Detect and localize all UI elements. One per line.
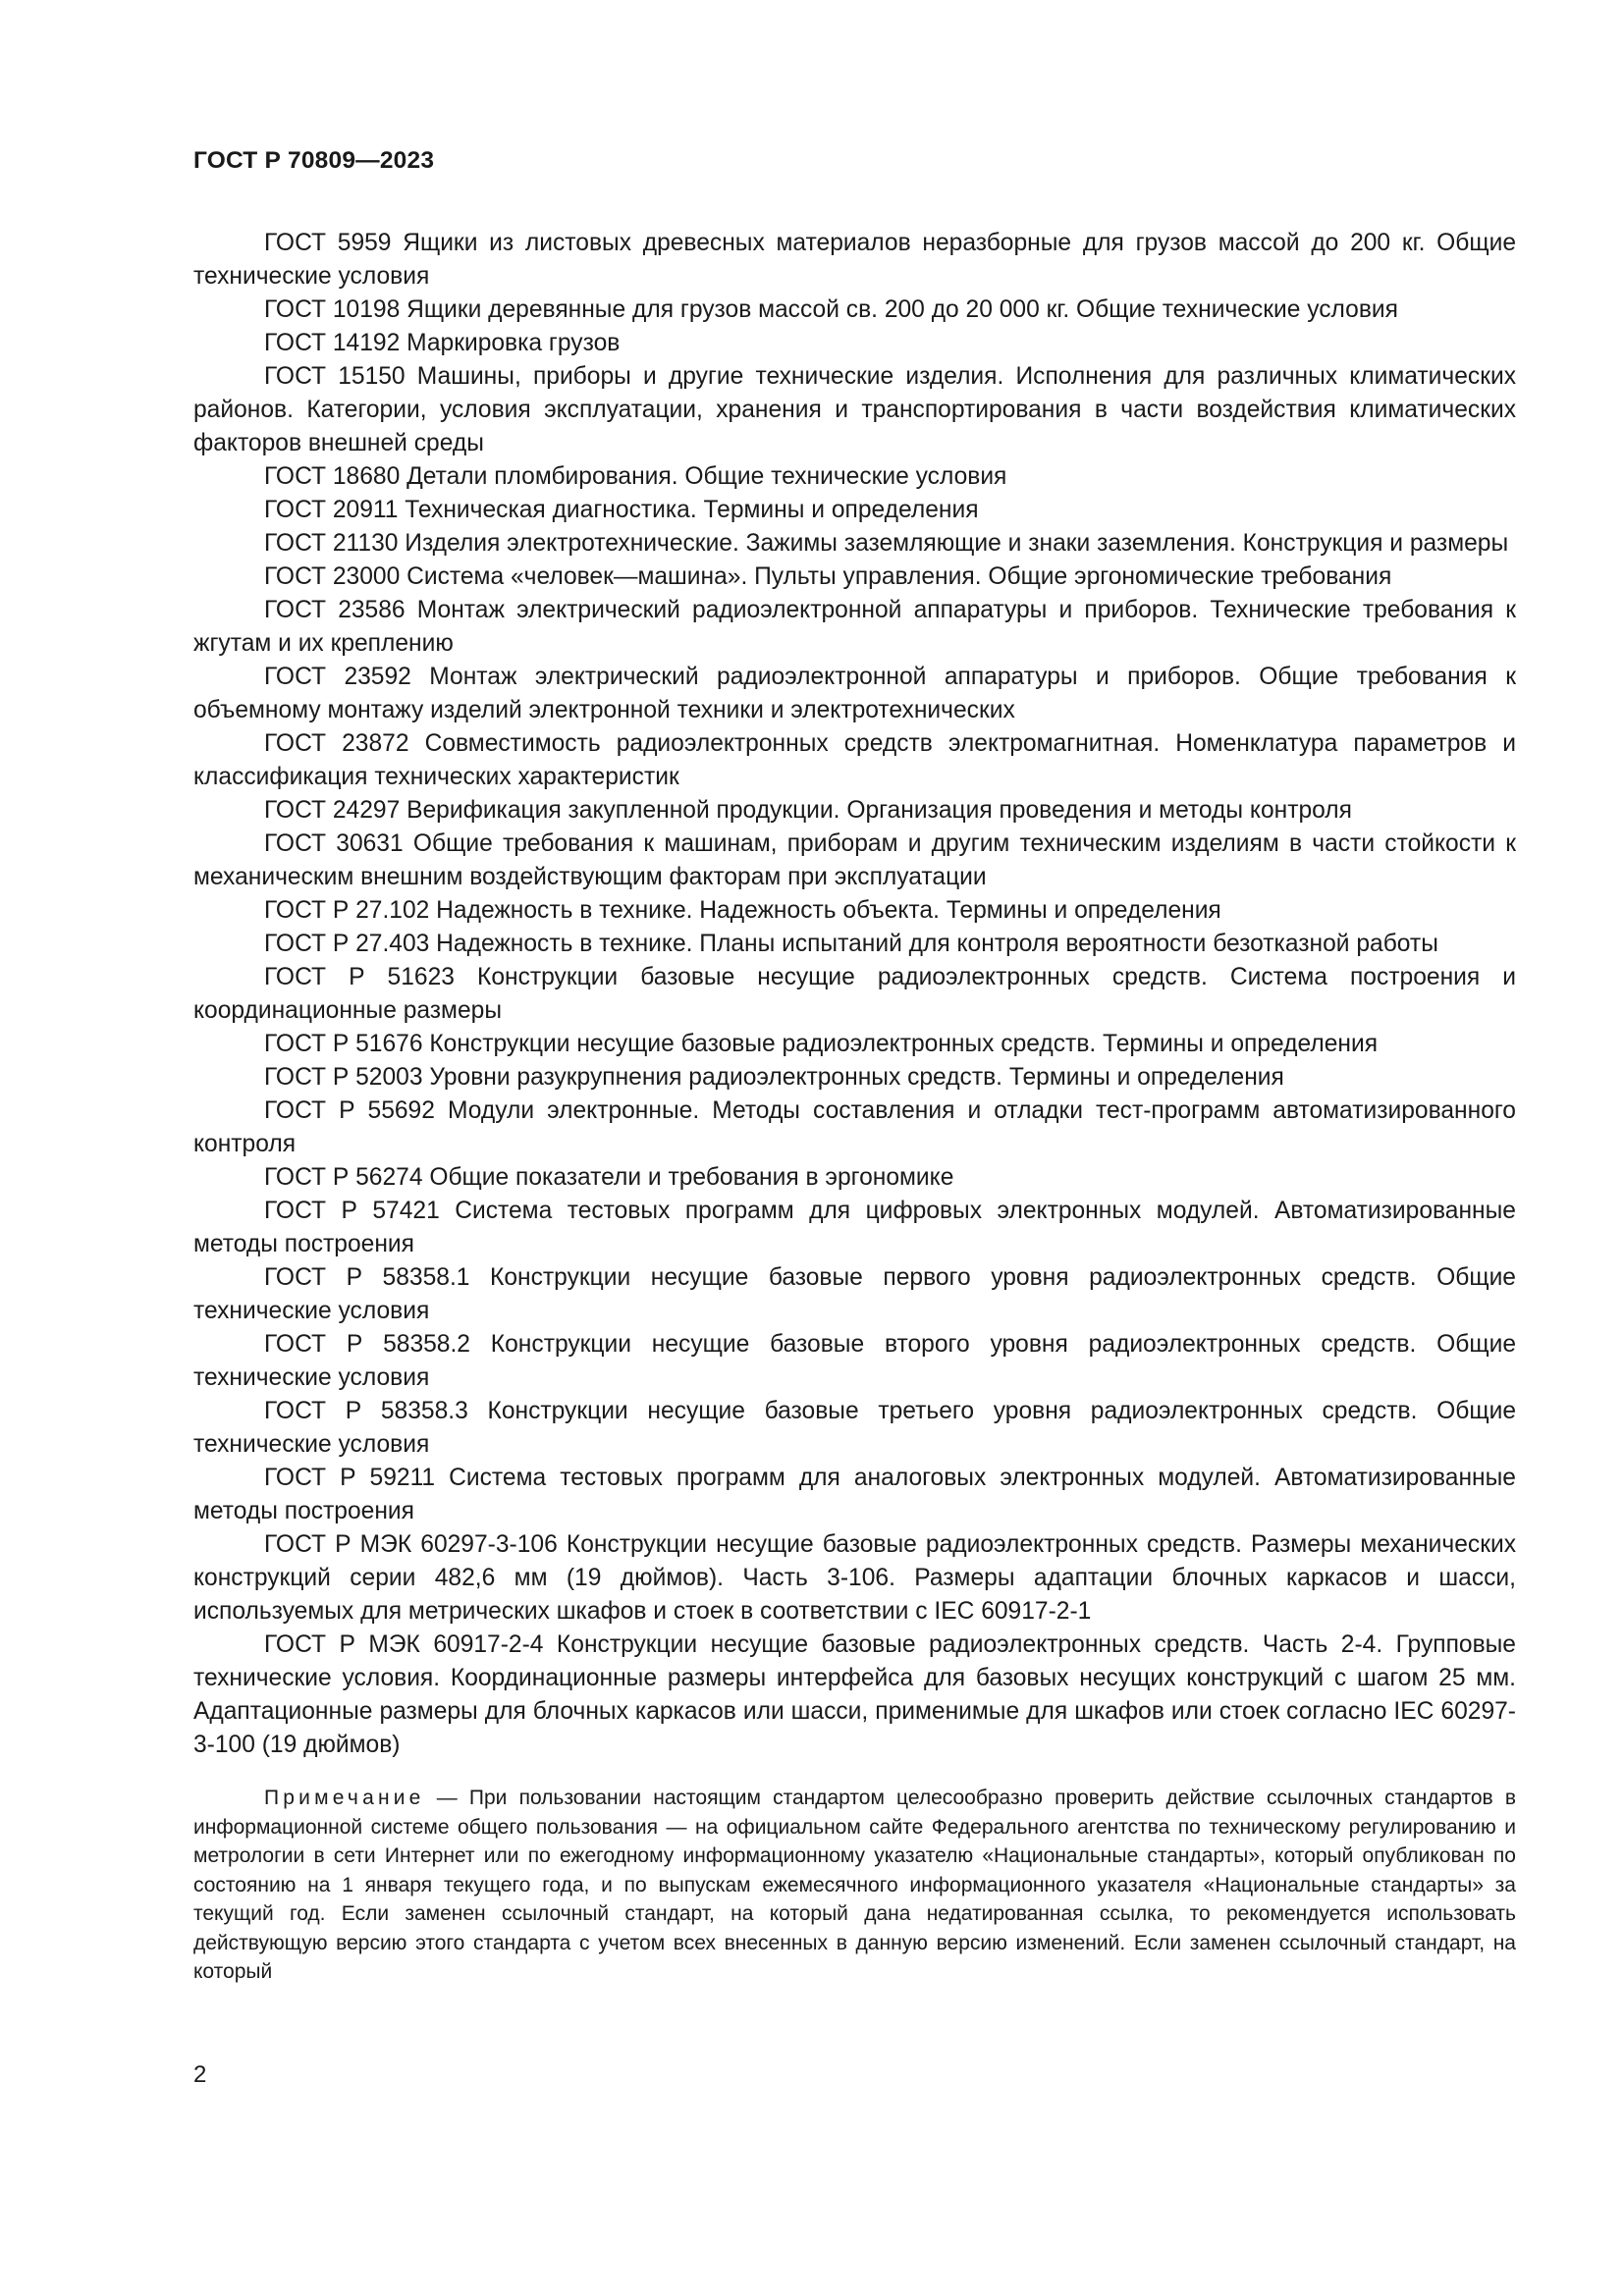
reference-item: ГОСТ 23592 Монтаж электрический радиоэлектронной аппаратуры и приборов. Общие требования к объемному монтажу изделий электронной техники и электротехнических [193, 664, 1516, 723]
note-label: Примечание [264, 1787, 425, 1809]
note-paragraph [193, 1784, 1516, 1987]
reference-item: ГОСТ 21130 Изделия электротехнические. Зажимы заземляющие и знаки заземления. Конструкция и размеры [264, 530, 1509, 557]
reference-item: ГОСТ Р 58358.3 Конструкции несущие базовые третьего уровня радиоэлектронных средств. Общие технические условия [193, 1398, 1516, 1458]
reference-item: ГОСТ 23000 Система «человек—машина». Пульты управления. Общие эргономические требования [264, 563, 1392, 590]
reference-item: ГОСТ Р 56274 Общие показатели и требования в эргономике [264, 1164, 954, 1191]
reference-item: ГОСТ Р 27.102 Надежность в технике. Надежность объекта. Термины и определения [264, 897, 1221, 924]
page-number: 2 [193, 2061, 207, 2088]
reference-item: ГОСТ 20911 Техническая диагностика. Термины и определения [264, 497, 979, 523]
normative-references [193, 227, 1516, 1987]
reference-item: ГОСТ Р 58358.1 Конструкции несущие базовые первого уровня радиоэлектронных средств. Общие технические условия [193, 1264, 1516, 1324]
reference-item: ГОСТ 30631 Общие требования к машинам, приборам и другим техническим изделиям в части стойкости к механическим внешним воздействующим факторам при эксплуатации [193, 830, 1516, 890]
reference-item: ГОСТ Р 59211 Система тестовых программ для аналоговых электронных модулей. Автоматизированные методы построения [193, 1465, 1516, 1524]
note-dash: — [424, 1787, 469, 1809]
reference-item: ГОСТ 23586 Монтаж электрический радиоэлектронной аппаратуры и приборов. Технические требования к жгутам и их креплению [193, 597, 1516, 657]
reference-item: ГОСТ Р МЭК 60297-3-106 Конструкции несущие базовые радиоэлектронных средств. Размеры механических конструкций серии 482,6 мм (19 дюймов). Часть 3-106. Размеры адаптации блочных каркасов и шасси, используемых для метрических шкафов и стоек в соответствии с IEC 60917-2-1 [193, 1531, 1516, 1625]
reference-item: ГОСТ Р 27.403 Надежность в технике. Планы испытаний для контроля вероятности безотказной работы [264, 931, 1438, 957]
reference-item: ГОСТ Р 58358.2 Конструкции несущие базовые второго уровня радиоэлектронных средств. Общие технические условия [193, 1331, 1516, 1391]
reference-item: ГОСТ Р 51676 Конструкции несущие базовые радиоэлектронных средств. Термины и определения [264, 1031, 1379, 1057]
reference-item: ГОСТ Р 55692 Модули электронные. Методы составления и отладки тест-программ автоматизированного контроля [193, 1097, 1516, 1157]
reference-item: ГОСТ Р 51623 Конструкции базовые несущие радиоэлектронных средств. Система построения и координационные размеры [193, 964, 1516, 1024]
reference-item: ГОСТ 5959 Ящики из листовых древесных материалов неразборные для грузов массой до 200 кг. Общие технические условия [193, 230, 1516, 290]
reference-item: ГОСТ 18680 Детали пломбирования. Общие технические условия [264, 463, 1007, 490]
reference-item: ГОСТ 14192 Маркировка грузов [264, 330, 621, 356]
page-header: ГОСТ Р 70809—2023 [193, 147, 435, 174]
reference-item: ГОСТ 10198 Ящики деревянные для грузов массой св. 200 до 20 000 кг. Общие технические условия [264, 296, 1398, 323]
reference-item: ГОСТ Р 52003 Уровни разукрупнения радиоэлектронных средств. Термины и определения [264, 1064, 1284, 1091]
reference-item: ГОСТ 15150 Машины, приборы и другие технические изделия. Исполнения для различных климатических районов. Категории, условия эксплуатации, хранения и транспортирования в части воздействия климатических факторов внешней среды [193, 363, 1516, 456]
reference-item: ГОСТ 24297 Верификация закупленной продукции. Организация проведения и методы контроля [264, 797, 1352, 824]
reference-item: ГОСТ Р 57421 Система тестовых программ для цифровых электронных модулей. Автоматизированные методы построения [193, 1198, 1516, 1257]
note-text: При пользовании настоящим стандартом целесообразно проверить действие ссылочных стандартов в информационной системе общего пользования — на официальном сайте Федерального агентства по техническому регулированию и метрологии в сети Интернет или по ежегодному информационному указателю «Национальные стандарты», который опубликован по состоянию на 1 января текущего года, и по выпускам ежемесячного информационного указателя «Национальные стандарты» за текущий год. Если заменен ссылочный стандарт, на который дана недатированная ссылка, то рекомендуется использовать действующую версию этого стандарта с учетом всех внесенных в данную версию изменений. Если заменен ссылочный стандарт, на который [193, 1787, 1517, 1983]
reference-item: ГОСТ Р МЭК 60917-2-4 Конструкции несущие базовые радиоэлектронных средств. Часть 2-4. Групповые технические условия. Координационные размеры интерфейса для базовых несущих конструкций с шагом 25 мм. Адаптационные размеры для блочных каркасов или шасси, применимые для шкафов или стоек согласно IEC 60297-3-100 (19 дюймов) [193, 1631, 1516, 1758]
reference-item: ГОСТ 23872 Совместимость радиоэлектронных средств электромагнитная. Номенклатура параметров и классификация технических характеристик [193, 730, 1516, 790]
